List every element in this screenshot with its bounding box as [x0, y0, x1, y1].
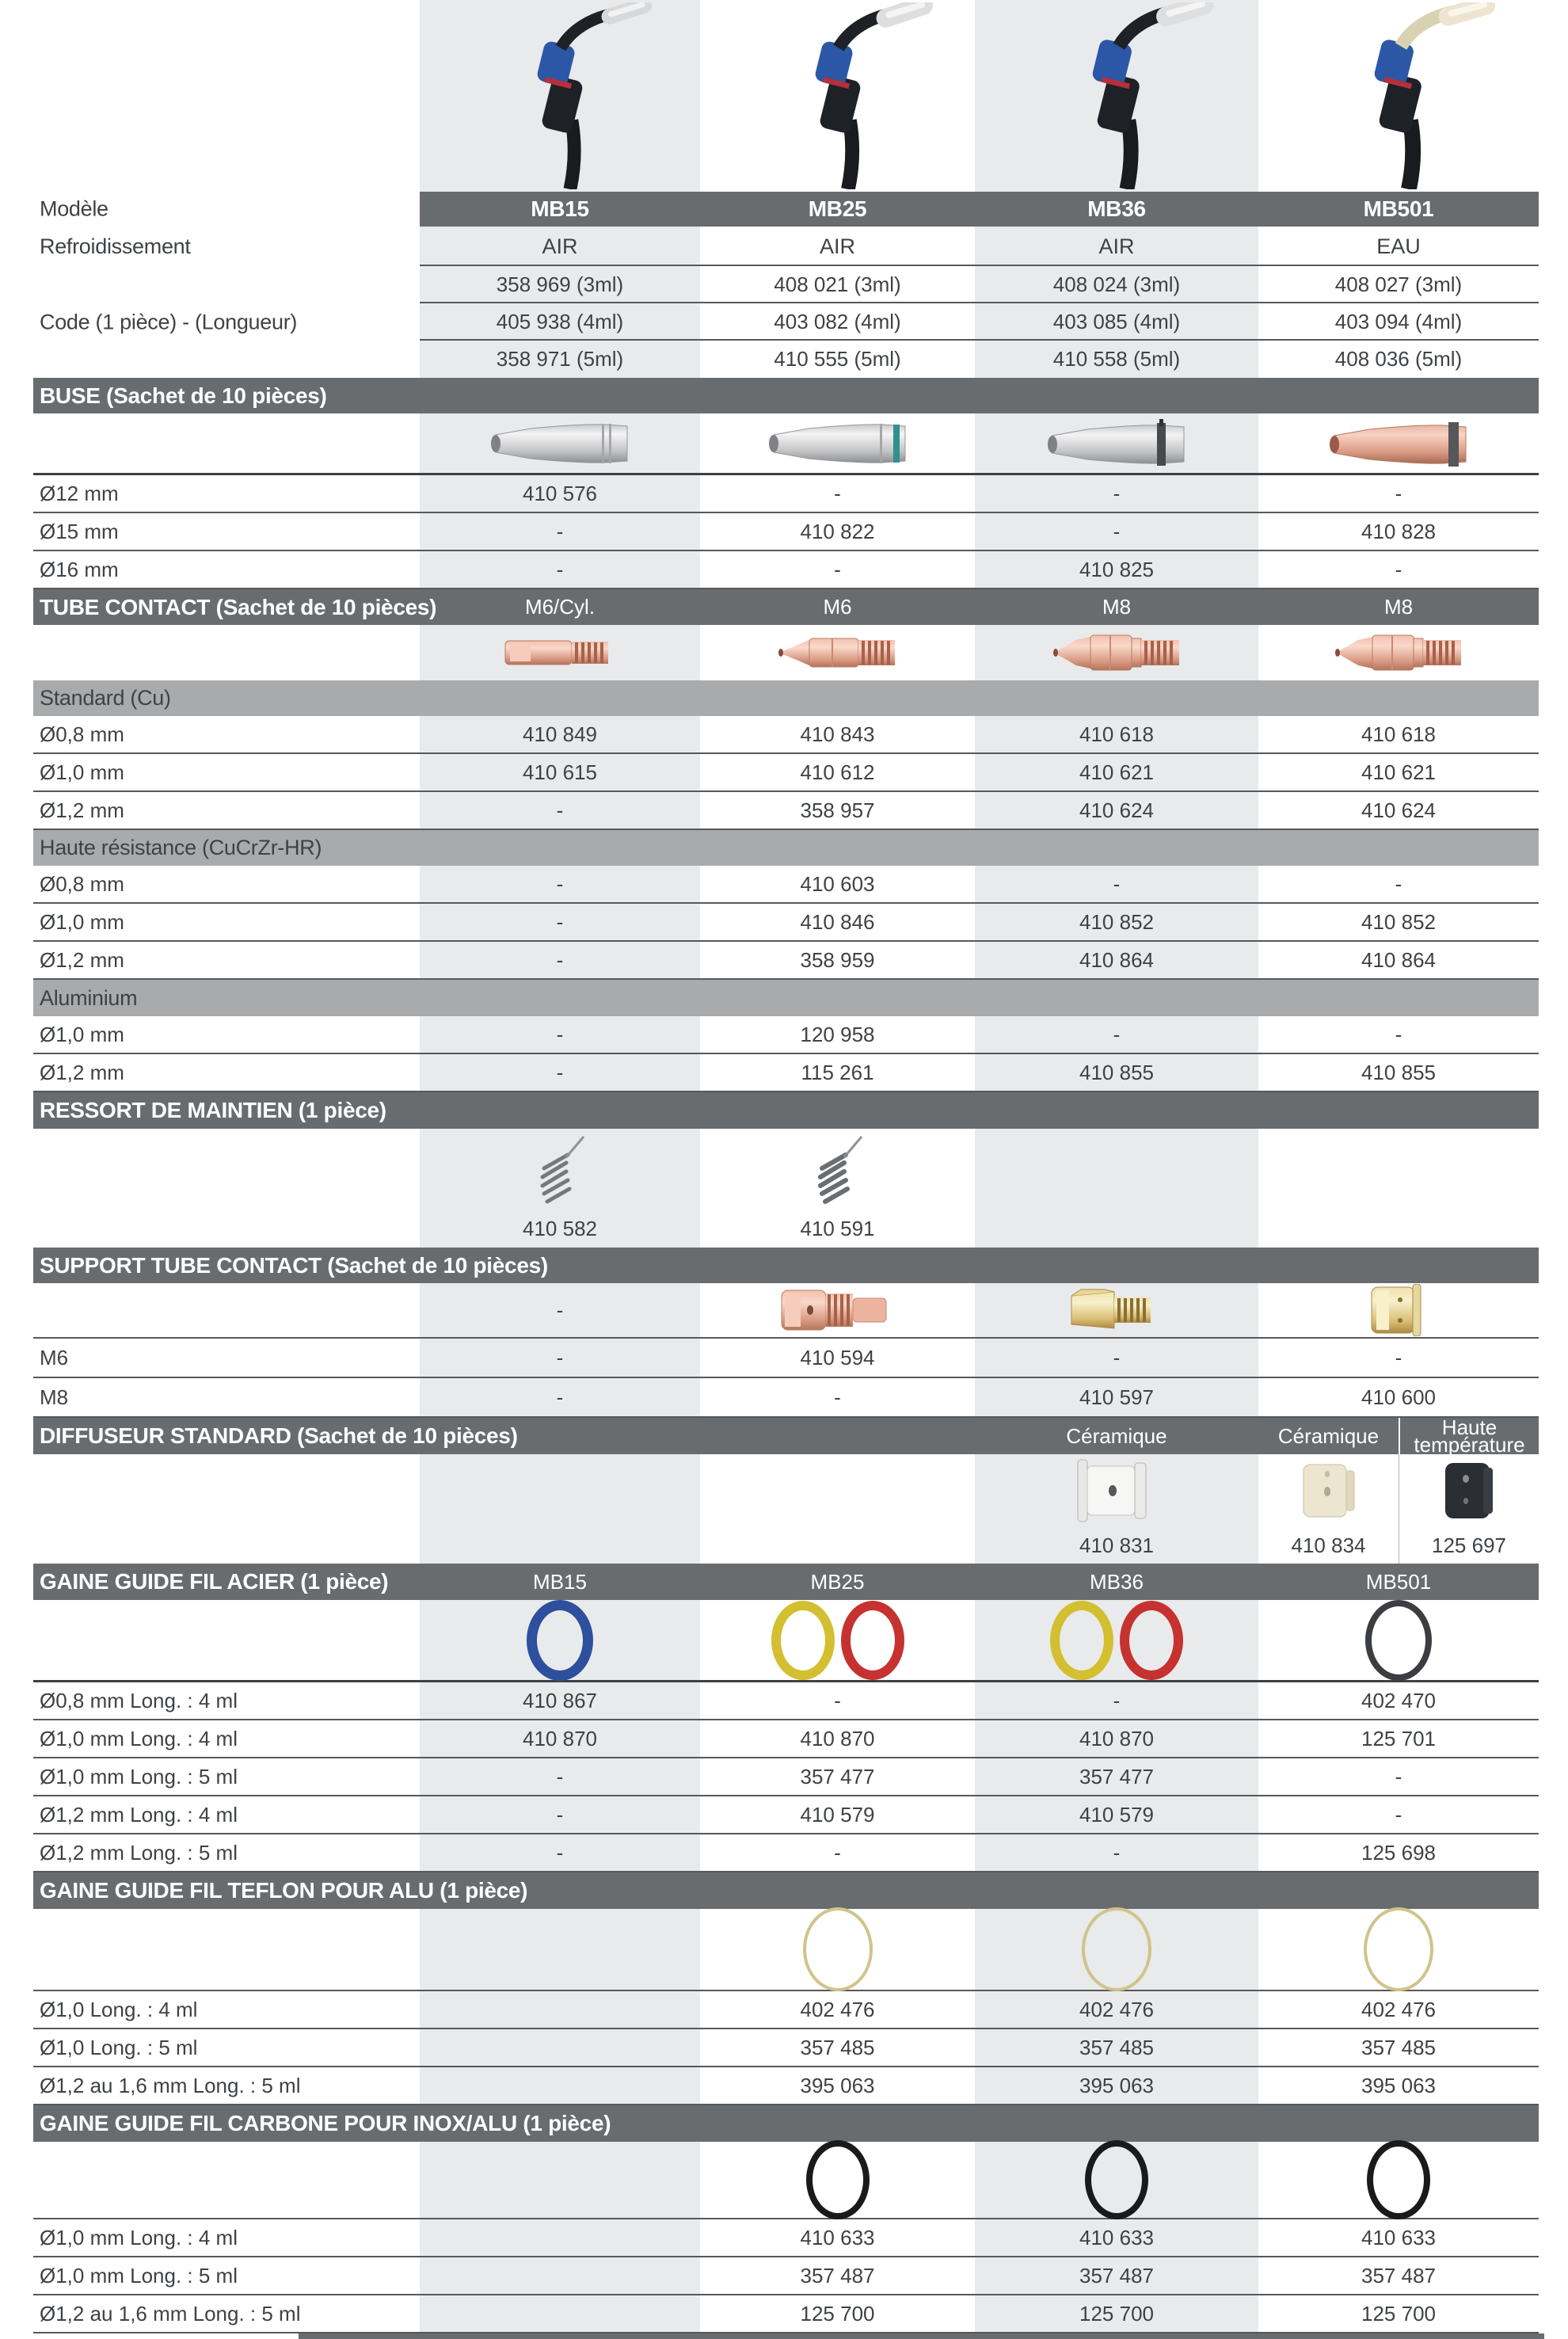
section-title: GAINE GUIDE FIL ACIER (1 pièce) — [40, 1569, 389, 1594]
table-row — [33, 904, 1539, 942]
acier-colhdr-mb36: MB36 — [1090, 1569, 1144, 1594]
table-row — [33, 1834, 1539, 1872]
section-header-tube-contact — [33, 589, 1539, 625]
diff-colhdr-mb501-ceramique: Céramique — [1277, 1423, 1380, 1448]
torch-image-mb15 — [420, 2, 700, 189]
code-cell: 410 621 — [1361, 760, 1436, 784]
code-cell: - — [1395, 1802, 1402, 1827]
row-label: Ø1,2 mm — [40, 1060, 124, 1084]
code-row-4ml — [420, 303, 1539, 341]
code-cell: 403 094 (4ml) — [1334, 310, 1463, 333]
code-cell: 408 027 (3ml) — [1334, 272, 1463, 296]
carbone-liner-image-mb25 — [700, 2140, 975, 2219]
row-label: Ø1,2 au 1,6 mm Long. : 5 ml — [40, 2301, 301, 2326]
code-cell: - — [1395, 481, 1402, 505]
row-label: Ø1,2 mm — [40, 947, 124, 972]
code-cell: 395 063 — [1079, 2073, 1154, 2097]
row-label: Ø12 mm — [40, 481, 119, 505]
code-row-5ml — [420, 341, 1539, 378]
support-image-row — [33, 1283, 1539, 1339]
standard-rows — [0, 716, 1568, 830]
code-cell: 410 852 — [1079, 909, 1154, 934]
code-cell: 358 969 (3ml) — [496, 272, 624, 296]
torch-image-row — [33, 0, 1539, 192]
table-row — [33, 1720, 1539, 1758]
spring-image-mb25 — [700, 1132, 975, 1206]
row-label: Ø1,0 mm — [40, 909, 124, 934]
code-cell: 410 600 — [1361, 1385, 1436, 1409]
section-header-gaine-acier — [33, 1564, 1539, 1600]
model-header-bar — [420, 192, 1539, 227]
support-image-mb36 — [975, 1286, 1258, 1334]
code-cell: - — [1113, 1840, 1121, 1865]
code-cell: 410 618 — [1079, 722, 1154, 746]
tc-colhdr-mb25: M6 — [823, 595, 852, 619]
row-label: Ø1,2 mm — [40, 798, 124, 822]
buse-image-mb36 — [975, 419, 1258, 468]
code-cell: 410 633 — [800, 2225, 875, 2249]
gaine-teflon-rows — [0, 1991, 1568, 2105]
code-cell: 403 082 (4ml) — [774, 310, 901, 333]
code-cell: - — [1113, 519, 1121, 543]
diffuseur-code-row — [33, 1527, 1539, 1564]
code-cell: 410 603 — [800, 871, 875, 896]
code-cell: 125 700 — [800, 2301, 875, 2326]
code-block — [33, 266, 1539, 378]
bottom-cropped-bar — [299, 2333, 1544, 2339]
diff-colhdr-mb36: Céramique — [1066, 1423, 1167, 1448]
code-cell: 410 624 — [1361, 798, 1436, 822]
table-row — [33, 1682, 1539, 1720]
code-cell: 410 594 — [800, 1345, 875, 1369]
ressort-image-row — [33, 1129, 1539, 1209]
code-cell: 410 633 — [1079, 2225, 1154, 2249]
section-header-gaine-carbone — [33, 2105, 1539, 2142]
acier-colhdr-mb15: MB15 — [533, 1569, 587, 1594]
code-cell: 410 843 — [800, 722, 875, 746]
table-row — [33, 475, 1539, 513]
teflon-liner-image-mb501 — [1258, 1907, 1539, 1991]
gaine-acier-image-row — [33, 1600, 1539, 1682]
torch-image-mb501 — [1258, 2, 1539, 189]
table-row — [33, 716, 1539, 754]
code-cell: 410 834 — [1291, 1533, 1366, 1557]
section-header-support — [33, 1248, 1539, 1283]
code-cell: 410 576 — [523, 481, 597, 505]
code-cell: 410 633 — [1361, 2225, 1436, 2249]
code-cell: 395 063 — [800, 2073, 875, 2097]
code-cell: 410 597 — [1079, 1385, 1154, 1409]
code-cell: 357 487 — [800, 2263, 875, 2288]
code-cell: 410 870 — [1079, 1726, 1154, 1750]
tube-contact-image-row — [33, 625, 1539, 680]
table-row — [33, 2295, 1539, 2333]
row-label: Ø1,0 Long. : 4 ml — [40, 1997, 198, 2021]
code-cell: 125 700 — [1079, 2301, 1154, 2326]
model-mb15: MB15 — [531, 196, 589, 221]
section-header-buse — [33, 378, 1539, 413]
code-cell: 358 957 — [800, 798, 875, 822]
code-cell: - — [1113, 1022, 1121, 1046]
diffuseur-image-mb501-haute-temperature — [1399, 1454, 1539, 1527]
code-cell: 410 846 — [800, 909, 875, 934]
code-cell: - — [556, 1764, 564, 1789]
table-row — [33, 513, 1539, 551]
code-cell: 403 085 (4ml) — [1052, 310, 1181, 333]
code-cell: - — [834, 481, 841, 505]
code-cell: 402 476 — [800, 1997, 875, 2021]
row-label: Ø1,0 mm — [40, 760, 124, 784]
code-cell: 357 487 — [1079, 2263, 1154, 2288]
section-title: BUSE (Sachet de 10 pièces) — [40, 383, 327, 408]
row-label: Ø16 mm — [40, 557, 119, 581]
row-label: Ø1,0 Long. : 5 ml — [40, 2035, 198, 2059]
code-cell: - — [1113, 481, 1121, 505]
table-row — [33, 1339, 1539, 1378]
row-label: Ø0,8 mm — [40, 871, 124, 896]
section-title: TUBE CONTACT (Sachet de 10 pièces) — [40, 594, 437, 619]
section-header-gaine-teflon — [33, 1872, 1539, 1909]
section-title: GAINE GUIDE FIL TEFLON POUR ALU (1 pièce) — [40, 1878, 528, 1903]
subsection-header-haute-resistance — [33, 830, 1539, 866]
code-cell: 405 938 (4ml) — [496, 310, 624, 333]
table-row — [33, 2067, 1539, 2105]
code-cell: - — [556, 1060, 564, 1084]
cooling-mb15: AIR — [542, 234, 578, 258]
code-cell: 395 063 — [1361, 2073, 1436, 2097]
code-cell: - — [834, 557, 841, 581]
table-row — [33, 1796, 1539, 1834]
gaine-acier-rows — [0, 1682, 1568, 1872]
table-row — [33, 2257, 1539, 2295]
code-cell: 402 476 — [1361, 1997, 1436, 2021]
table-row — [33, 1378, 1539, 1418]
carbone-liner-image-mb501 — [1258, 2140, 1539, 2219]
support-rows — [0, 1339, 1568, 1418]
code-cell: 125 697 — [1399, 1527, 1539, 1564]
liner-image-mb501-dark — [1258, 1600, 1539, 1681]
code-cell: 410 855 — [1079, 1060, 1154, 1084]
section-header-diffuseur — [33, 1415, 1539, 1457]
code-cell: 410 591 — [800, 1216, 875, 1240]
diffuseur-image-mb36 — [975, 1457, 1258, 1525]
subsection-title: Haute résistance (CuCrZr-HR) — [40, 836, 322, 859]
table-row — [33, 754, 1539, 792]
row-label: Ø1,2 au 1,6 mm Long. : 5 ml — [40, 2073, 301, 2097]
row-label: Ø1,0 mm Long. : 5 ml — [40, 2263, 238, 2288]
code-cell: 357 485 — [1361, 2035, 1436, 2059]
code-cell: 410 582 — [523, 1216, 597, 1240]
table-row — [33, 551, 1539, 589]
liner-image-mb25-yellow-red — [700, 1601, 975, 1680]
code-cell: - — [556, 1345, 564, 1369]
code-cell: 115 261 — [801, 1060, 874, 1084]
tube-contact-image-mb15 — [420, 633, 700, 672]
code-cell: 410 870 — [800, 1726, 875, 1750]
section-title: DIFFUSEUR STANDARD (Sachet de 10 pièces) — [40, 1423, 518, 1448]
code-cell: 357 477 — [1079, 1764, 1154, 1789]
model-mb36: MB36 — [1087, 196, 1146, 221]
code-cell: 408 021 (3ml) — [774, 272, 901, 296]
code-cell: 410 864 — [1361, 947, 1436, 972]
code-cell: - — [1395, 1345, 1402, 1369]
code-cell: 125 701 — [1361, 1726, 1436, 1750]
subsection-title: Aluminium — [40, 985, 138, 1010]
code-cell: 358 959 — [800, 947, 875, 972]
code-cell: - — [834, 1385, 841, 1409]
code-cell: - — [1395, 871, 1402, 896]
code-cell: - — [1113, 1345, 1121, 1369]
code-cell — [420, 2009, 700, 2010]
row-label: Ø1,0 mm — [40, 1022, 124, 1046]
table-row — [33, 1991, 1539, 2029]
aluminium-rows — [0, 1016, 1568, 1092]
haute-resistance-rows — [0, 866, 1568, 980]
code-row-3ml — [420, 266, 1539, 303]
support-image-mb25 — [700, 1286, 975, 1335]
code-cell: 410 864 — [1079, 947, 1154, 972]
support-placeholder-mb15: - — [556, 1297, 564, 1322]
gaine-carbone-rows — [0, 2219, 1568, 2333]
code-cell: - — [556, 798, 564, 822]
cooling-row — [33, 227, 1539, 266]
subsection-header-aluminium — [33, 980, 1539, 1016]
tube-contact-image-mb25 — [700, 632, 975, 673]
code-cell: - — [556, 519, 564, 543]
torch-image-mb25 — [700, 2, 975, 189]
row-label: M6 — [40, 1345, 69, 1369]
code-cell: - — [556, 871, 564, 896]
code-cell: - — [1395, 1764, 1402, 1789]
row-label: Ø1,0 mm Long. : 4 ml — [40, 2225, 238, 2249]
buse-image-mb501 — [1258, 419, 1539, 468]
cooling-label: Refroidissement — [40, 234, 191, 258]
section-title: RESSORT DE MAINTIEN (1 pièce) — [40, 1098, 386, 1122]
code-cell: 410 621 — [1079, 760, 1154, 784]
code-cell: 410 867 — [523, 1688, 597, 1712]
row-label: Ø15 mm — [40, 519, 119, 543]
table-row — [33, 1054, 1539, 1092]
row-label: Ø0,8 mm Long. : 4 ml — [40, 1688, 238, 1712]
table-row — [33, 1016, 1539, 1054]
buse-image-row — [33, 413, 1539, 475]
buse-rows — [0, 475, 1568, 589]
code-cell: - — [834, 1840, 841, 1865]
code-cell: - — [834, 1688, 841, 1712]
code-cell: 410 852 — [1361, 909, 1436, 934]
gaine-carbone-image-row — [33, 2142, 1539, 2219]
code-cell: 410 579 — [800, 1802, 875, 1827]
tc-colhdr-mb15: M6/Cyl. — [524, 595, 596, 619]
buse-image-mb15 — [420, 420, 700, 467]
row-label: Ø1,2 mm Long. : 4 ml — [40, 1802, 238, 1827]
code-label: Code (1 pièce) - (Longueur) — [40, 310, 298, 333]
code-cell: - — [556, 1840, 564, 1865]
teflon-liner-image-mb36 — [975, 1907, 1258, 1991]
row-label: Ø1,2 mm Long. : 5 ml — [40, 1840, 238, 1865]
subsection-title: Standard (Cu) — [40, 686, 171, 710]
code-cell: 410 555 (5ml) — [774, 347, 901, 371]
code-cell: 357 477 — [800, 1764, 875, 1789]
code-cell: 410 825 — [1079, 557, 1154, 581]
code-cell: 402 476 — [1079, 1997, 1154, 2021]
model-mb25: MB25 — [808, 196, 867, 221]
model-label: Modèle — [40, 196, 108, 221]
code-cell: 410 615 — [523, 760, 597, 784]
table-row — [33, 2029, 1539, 2067]
code-cell: 410 822 — [800, 519, 875, 543]
code-cell: 410 831 — [1079, 1533, 1154, 1557]
code-cell: 358 971 (5ml) — [496, 347, 624, 371]
code-cell: - — [1395, 1022, 1402, 1046]
code-cell: 357 487 — [1361, 2263, 1436, 2288]
table-row — [33, 866, 1539, 904]
liner-image-mb36-yellow-red — [975, 1601, 1258, 1680]
code-cell: 410 849 — [523, 722, 597, 746]
table-row — [33, 2219, 1539, 2257]
code-cell: 410 618 — [1361, 722, 1436, 746]
liner-image-mb15-blue — [420, 1600, 700, 1681]
code-cell: - — [556, 909, 564, 934]
row-label: Ø0,8 mm — [40, 722, 124, 746]
code-cell: 357 485 — [800, 2035, 875, 2059]
code-cell: - — [1113, 1688, 1121, 1712]
tc-colhdr-mb36: M8 — [1102, 595, 1132, 619]
row-label: Ø1,0 mm Long. : 4 ml — [40, 1726, 238, 1750]
code-cell: - — [1395, 557, 1402, 581]
code-cell: 410 828 — [1361, 519, 1436, 543]
section-header-ressort — [33, 1092, 1539, 1129]
row-label: M8 — [40, 1385, 69, 1409]
diff-colhdr-mb501-haute-temperature: Haute température — [1399, 1418, 1539, 1454]
model-header — [0, 192, 1568, 227]
cooling-mb25: AIR — [819, 234, 855, 258]
table-row — [33, 942, 1539, 980]
code-cell: - — [1113, 871, 1121, 896]
row-label: Ø1,0 mm Long. : 5 ml — [40, 1764, 238, 1789]
gaine-teflon-image-row — [33, 1909, 1539, 1991]
tube-contact-image-mb36 — [975, 630, 1258, 675]
code-cell: 402 470 — [1361, 1688, 1436, 1712]
code-cell: 410 855 — [1361, 1060, 1436, 1084]
table-row — [33, 1758, 1539, 1796]
section-title: GAINE GUIDE FIL CARBONE POUR INOX/ALU (1 pièce) — [40, 2111, 611, 2135]
code-cell: - — [556, 1022, 564, 1046]
acier-colhdr-mb25: MB25 — [810, 1569, 865, 1594]
diffuseur-image-row — [33, 1454, 1539, 1527]
carbone-liner-image-mb36 — [975, 2140, 1258, 2219]
torch-image-mb36 — [975, 2, 1258, 189]
tc-colhdr-mb501: M8 — [1383, 595, 1414, 619]
code-cell: - — [556, 557, 564, 581]
ressort-code-row — [33, 1209, 1539, 1248]
code-cell: - — [556, 1385, 564, 1409]
support-image-mb501 — [1258, 1284, 1539, 1336]
code-cell: 410 870 — [523, 1726, 597, 1750]
section-title: SUPPORT TUBE CONTACT (Sachet de 10 pièces) — [40, 1252, 548, 1278]
code-cell: 125 700 — [1361, 2301, 1436, 2326]
code-cell: 408 036 (5ml) — [1334, 347, 1463, 371]
acier-colhdr-mb501: MB501 — [1365, 1569, 1432, 1594]
code-cell: 120 958 — [800, 1022, 875, 1046]
buse-image-mb25 — [700, 420, 975, 467]
code-cell: - — [556, 947, 564, 972]
code-cell: 357 485 — [1079, 2035, 1154, 2059]
code-cell: 408 024 (3ml) — [1052, 272, 1181, 296]
code-cell: 410 579 — [1079, 1802, 1154, 1827]
code-cell: 410 624 — [1079, 798, 1154, 822]
code-cell: 410 558 (5ml) — [1052, 347, 1181, 371]
spring-image-mb15 — [420, 1132, 700, 1206]
code-cell: 125 698 — [1361, 1840, 1436, 1865]
table-row — [33, 792, 1539, 830]
code-cell: 410 612 — [800, 760, 875, 784]
cooling-mb501: EAU — [1376, 234, 1421, 258]
model-mb501: MB501 — [1363, 196, 1434, 221]
subsection-header-standard — [33, 680, 1539, 716]
tube-contact-image-mb501 — [1258, 630, 1539, 675]
diffuseur-image-mb501-ceramique — [1258, 1460, 1399, 1522]
code-cell: - — [556, 1802, 564, 1827]
teflon-liner-image-mb25 — [700, 1907, 975, 1991]
cooling-mb36: AIR — [1098, 234, 1135, 258]
